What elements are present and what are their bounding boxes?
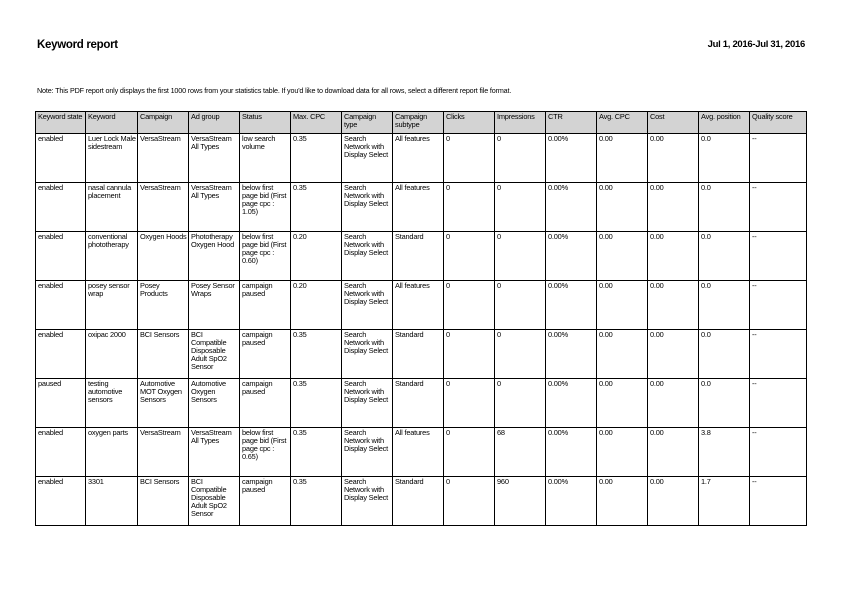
table-row — [36, 281, 807, 330]
cell-max-cpc: 0.35 — [291, 134, 342, 183]
cell-campaign-subtype: Standard — [393, 330, 444, 379]
cell-avg-position: 0.0 — [699, 330, 750, 379]
cell-campaign-type: Search Network with Display Select — [342, 134, 393, 183]
cell-ctr: 0.00% — [546, 477, 597, 526]
cell-keyword: posey sensor wrap — [86, 281, 138, 330]
cell-keyword-state: paused — [36, 379, 86, 428]
page-title: Keyword report — [37, 39, 118, 51]
cell-keyword-state: enabled — [36, 232, 86, 281]
col-header-quality-score: Quality score — [750, 112, 807, 134]
cell-max-cpc: 0.35 — [291, 183, 342, 232]
col-header-ad-group: Ad group — [189, 112, 240, 134]
cell-avg-position: 0.0 — [699, 183, 750, 232]
cell-campaign-subtype: All features — [393, 428, 444, 477]
col-header-impressions: Impressions — [495, 112, 546, 134]
report-note: Note: This PDF report only displays the first 1000 rows from your statistics table. If you'd like to download data for all rows, select a different report file format. — [37, 86, 512, 95]
cell-campaign: VersaStream — [138, 183, 189, 232]
cell-impressions: 0 — [495, 281, 546, 330]
table-row — [36, 428, 807, 477]
cell-campaign-subtype: Standard — [393, 477, 444, 526]
cell-ctr: 0.00% — [546, 232, 597, 281]
cell-quality-score: -- — [750, 281, 807, 330]
cell-status: below first page bid (First page cpc : 0.60) — [240, 232, 291, 281]
cell-clicks: 0 — [444, 330, 495, 379]
cell-quality-score: -- — [750, 134, 807, 183]
cell-max-cpc: 0.35 — [291, 379, 342, 428]
cell-campaign: BCI Sensors — [138, 330, 189, 379]
cell-cost: 0.00 — [648, 183, 699, 232]
col-header-clicks: Clicks — [444, 112, 495, 134]
cell-impressions: 0 — [495, 134, 546, 183]
cell-cost: 0.00 — [648, 330, 699, 379]
cell-campaign-type: Search Network with Display Select — [342, 379, 393, 428]
cell-quality-score: -- — [750, 428, 807, 477]
col-header-max-cpc: Max. CPC — [291, 112, 342, 134]
cell-campaign: VersaStream — [138, 428, 189, 477]
cell-clicks: 0 — [444, 183, 495, 232]
cell-keyword: Luer Lock Male sidestream — [86, 134, 138, 183]
cell-clicks: 0 — [444, 477, 495, 526]
cell-ctr: 0.00% — [546, 428, 597, 477]
table-row — [36, 477, 807, 526]
col-header-campaign: Campaign — [138, 112, 189, 134]
cell-avg-position: 0.0 — [699, 281, 750, 330]
cell-clicks: 0 — [444, 379, 495, 428]
cell-ctr: 0.00% — [546, 330, 597, 379]
cell-keyword: 3301 — [86, 477, 138, 526]
cell-campaign-subtype: All features — [393, 134, 444, 183]
table-row — [36, 379, 807, 428]
cell-ctr: 0.00% — [546, 183, 597, 232]
cell-ad-group: Posey Sensor Wraps — [189, 281, 240, 330]
col-header-keyword: Keyword — [86, 112, 138, 134]
cell-campaign-subtype: Standard — [393, 232, 444, 281]
cell-status: below first page bid (First page cpc : 0.65) — [240, 428, 291, 477]
cell-cost: 0.00 — [648, 232, 699, 281]
cell-max-cpc: 0.20 — [291, 281, 342, 330]
col-header-cost: Cost — [648, 112, 699, 134]
cell-max-cpc: 0.35 — [291, 428, 342, 477]
cell-quality-score: -- — [750, 330, 807, 379]
cell-impressions: 960 — [495, 477, 546, 526]
cell-campaign-type: Search Network with Display Select — [342, 330, 393, 379]
cell-max-cpc: 0.20 — [291, 232, 342, 281]
cell-max-cpc: 0.35 — [291, 477, 342, 526]
cell-avg-position: 0.0 — [699, 379, 750, 428]
cell-avg-position: 0.0 — [699, 232, 750, 281]
cell-keyword: oxygen parts — [86, 428, 138, 477]
cell-ctr: 0.00% — [546, 379, 597, 428]
col-header-avg-cpc: Avg. CPC — [597, 112, 648, 134]
cell-quality-score: -- — [750, 477, 807, 526]
cell-cost: 0.00 — [648, 477, 699, 526]
cell-clicks: 0 — [444, 134, 495, 183]
cell-impressions: 0 — [495, 330, 546, 379]
col-header-avg-position: Avg. position — [699, 112, 750, 134]
cell-clicks: 0 — [444, 428, 495, 477]
cell-keyword: testing automotive sensors — [86, 379, 138, 428]
cell-max-cpc: 0.35 — [291, 330, 342, 379]
cell-clicks: 0 — [444, 232, 495, 281]
cell-campaign: Automotive MOT Oxygen Sensors — [138, 379, 189, 428]
cell-ctr: 0.00% — [546, 281, 597, 330]
cell-avg-position: 0.0 — [699, 134, 750, 183]
cell-impressions: 0 — [495, 183, 546, 232]
table-row — [36, 134, 807, 183]
cell-status: campaign paused — [240, 477, 291, 526]
table-row — [36, 232, 807, 281]
cell-campaign-type: Search Network with Display Select — [342, 477, 393, 526]
table-row — [36, 183, 807, 232]
cell-ad-group: VersaStream All Types — [189, 428, 240, 477]
cell-keyword: conventional phototherapy — [86, 232, 138, 281]
keyword-table — [35, 111, 807, 526]
cell-keyword: oxipac 2000 — [86, 330, 138, 379]
cell-campaign: BCI Sensors — [138, 477, 189, 526]
cell-campaign-type: Search Network with Display Select — [342, 428, 393, 477]
cell-status: below first page bid (First page cpc : 1.05) — [240, 183, 291, 232]
cell-ad-group: VersaStream All Types — [189, 183, 240, 232]
cell-avg-cpc: 0.00 — [597, 183, 648, 232]
cell-keyword-state: enabled — [36, 477, 86, 526]
cell-avg-cpc: 0.00 — [597, 330, 648, 379]
cell-keyword-state: enabled — [36, 281, 86, 330]
cell-cost: 0.00 — [648, 134, 699, 183]
cell-ad-group: BCI Compatible Disposable Adult SpO2 Sensor — [189, 477, 240, 526]
col-header-ctr: CTR — [546, 112, 597, 134]
cell-campaign: VersaStream — [138, 134, 189, 183]
col-header-status: Status — [240, 112, 291, 134]
cell-avg-cpc: 0.00 — [597, 232, 648, 281]
cell-campaign-type: Search Network with Display Select — [342, 183, 393, 232]
cell-campaign-type: Search Network with Display Select — [342, 232, 393, 281]
cell-campaign-subtype: All features — [393, 183, 444, 232]
cell-cost: 0.00 — [648, 379, 699, 428]
cell-campaign: Oxygen Hoods — [138, 232, 189, 281]
cell-keyword-state: enabled — [36, 428, 86, 477]
cell-cost: 0.00 — [648, 281, 699, 330]
cell-impressions: 0 — [495, 232, 546, 281]
cell-ad-group: BCI Compatible Disposable Adult SpO2 Sensor — [189, 330, 240, 379]
cell-ad-group: Phototherapy Oxygen Hood — [189, 232, 240, 281]
table-row — [36, 330, 807, 379]
cell-avg-cpc: 0.00 — [597, 281, 648, 330]
cell-ctr: 0.00% — [546, 134, 597, 183]
cell-quality-score: -- — [750, 379, 807, 428]
cell-avg-cpc: 0.00 — [597, 134, 648, 183]
cell-keyword-state: enabled — [36, 330, 86, 379]
cell-quality-score: -- — [750, 183, 807, 232]
cell-keyword: nasal cannula placement — [86, 183, 138, 232]
cell-campaign-subtype: All features — [393, 281, 444, 330]
cell-avg-cpc: 0.00 — [597, 428, 648, 477]
cell-status: campaign paused — [240, 281, 291, 330]
col-header-campaign-subtype: Campaign subtype — [393, 112, 444, 134]
cell-impressions: 68 — [495, 428, 546, 477]
cell-avg-position: 1.7 — [699, 477, 750, 526]
cell-status: campaign paused — [240, 379, 291, 428]
col-header-keyword-state: Keyword state — [36, 112, 86, 134]
cell-campaign-type: Search Network with Display Select — [342, 281, 393, 330]
cell-keyword-state: enabled — [36, 134, 86, 183]
cell-impressions: 0 — [495, 379, 546, 428]
cell-ad-group: VersaStream All Types — [189, 134, 240, 183]
cell-cost: 0.00 — [648, 428, 699, 477]
date-range: Jul 1, 2016-Jul 31, 2016 — [707, 39, 805, 50]
cell-campaign: Posey Products — [138, 281, 189, 330]
cell-ad-group: Automotive Oxygen Sensors — [189, 379, 240, 428]
cell-campaign-subtype: Standard — [393, 379, 444, 428]
cell-clicks: 0 — [444, 281, 495, 330]
cell-avg-position: 3.8 — [699, 428, 750, 477]
table-header-row — [36, 112, 807, 134]
cell-status: low search volume — [240, 134, 291, 183]
cell-quality-score: -- — [750, 232, 807, 281]
cell-avg-cpc: 0.00 — [597, 379, 648, 428]
cell-status: campaign paused — [240, 330, 291, 379]
col-header-campaign-type: Campaign type — [342, 112, 393, 134]
cell-avg-cpc: 0.00 — [597, 477, 648, 526]
cell-keyword-state: enabled — [36, 183, 86, 232]
